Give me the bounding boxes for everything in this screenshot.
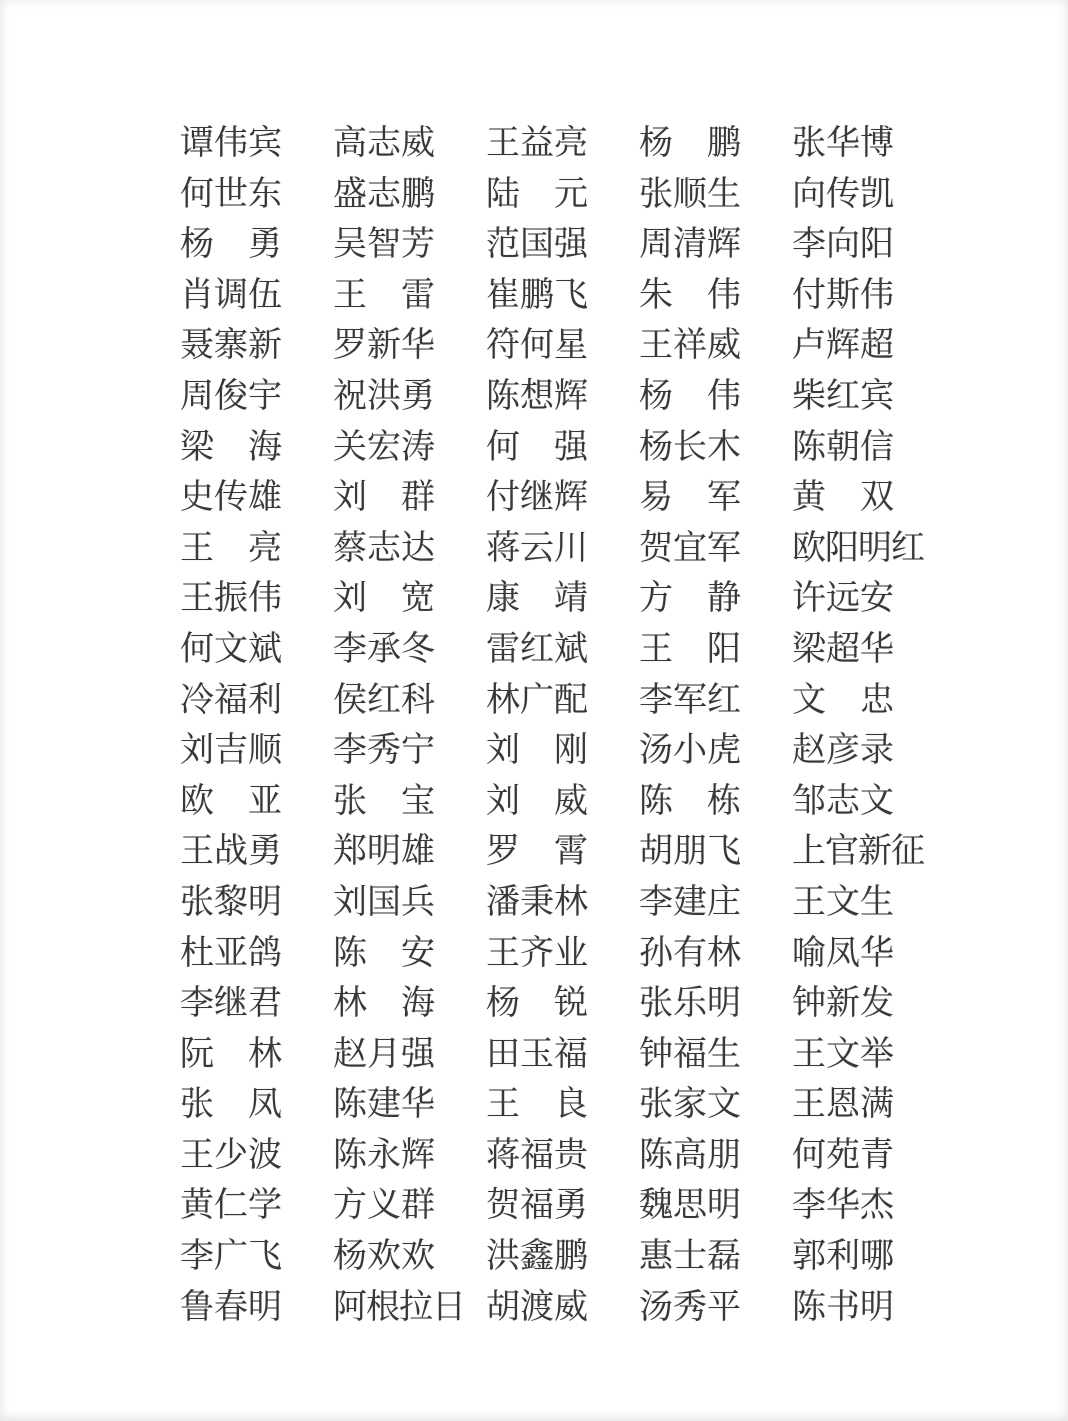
- name-cell: 盛志鹏: [333, 175, 435, 213]
- name-cell: 王益亮: [486, 125, 588, 162]
- name-cell: 林广配: [486, 681, 588, 719]
- name-cell: 李秀宁: [333, 732, 435, 770]
- name-cell: 何苑青: [792, 1136, 894, 1174]
- name-cell: 刘国兵: [333, 883, 435, 921]
- name-cell: 张 宝: [333, 782, 435, 820]
- name-cell: 张乐明: [639, 985, 741, 1023]
- name-cell: 王 亮: [180, 529, 282, 567]
- name-cell: 钟福生: [639, 1035, 741, 1073]
- name-cell: 何 强: [486, 428, 588, 466]
- name-cell: 杨欢欢: [333, 1238, 435, 1276]
- name-cell: 鲁春明: [180, 1288, 282, 1326]
- name-cell: 罗新华: [333, 327, 435, 365]
- name-cell: 关宏涛: [333, 428, 435, 466]
- name-cell: 刘 群: [333, 479, 435, 517]
- name-cell: 钟新发: [792, 985, 894, 1023]
- name-cell: 许远安: [792, 580, 894, 618]
- name-cell: 张黎明: [180, 883, 282, 921]
- name-cell: 付继辉: [486, 479, 588, 517]
- name-cell: 孙有林: [639, 934, 741, 972]
- name-cell: 贺福勇: [486, 1187, 588, 1225]
- name-cell: 李承冬: [333, 630, 435, 668]
- name-cell: 何世东: [180, 175, 282, 213]
- name-cell: 黄 双: [792, 479, 894, 517]
- name-cell: 汤小虎: [639, 732, 741, 770]
- name-cell: 李建庄: [639, 883, 741, 921]
- name-cell: 阿根拉日: [333, 1288, 465, 1326]
- name-cell: 赵彦录: [792, 732, 894, 770]
- name-cell: 张 凤: [180, 1086, 282, 1124]
- name-cell: 惠士磊: [639, 1238, 741, 1276]
- name-cell: 杨 锐: [486, 985, 588, 1023]
- name-cell: 朱 伟: [639, 276, 741, 314]
- name-cell: 肖调伍: [180, 276, 282, 314]
- name-cell: 王战勇: [180, 833, 282, 871]
- name-cell: 陈朝信: [792, 428, 894, 466]
- name-cell: 王恩满: [792, 1086, 894, 1124]
- name-cell: 陈高朋: [639, 1136, 741, 1174]
- name-cell: 林 海: [333, 985, 435, 1023]
- name-cell: 胡渡威: [486, 1288, 588, 1326]
- name-cell: 魏思明: [639, 1187, 741, 1225]
- name-cell: 李向阳: [792, 226, 894, 264]
- name-cell: 王文举: [792, 1035, 894, 1073]
- name-cell: 高志威: [333, 125, 435, 162]
- name-cell: 陈建华: [333, 1086, 435, 1124]
- name-cell: 陈 栋: [639, 782, 741, 820]
- name-cell: 蒋福贵: [486, 1136, 588, 1174]
- name-cell: 杨长木: [639, 428, 741, 466]
- name-cell: 王振伟: [180, 580, 282, 618]
- name-cell: 张顺生: [639, 175, 741, 213]
- name-cell: 付斯伟: [792, 276, 894, 314]
- name-cell: 范国强: [486, 226, 588, 264]
- name-cell: 祝洪勇: [333, 377, 435, 415]
- name-cell: 文 忠: [792, 681, 894, 719]
- name-cell: 刘 刚: [486, 732, 588, 770]
- name-cell: 汤秀平: [639, 1288, 741, 1326]
- name-cell: 杨 伟: [639, 377, 741, 415]
- name-cell: 周俊宇: [180, 377, 282, 415]
- name-cell: 杨 鹏: [639, 125, 741, 162]
- name-cell: 陈永辉: [333, 1136, 435, 1174]
- name-cell: 吴智芳: [333, 226, 435, 264]
- name-cell: 杜亚鸽: [180, 934, 282, 972]
- name-cell: 上官新征: [792, 833, 924, 871]
- name-cell: 周清辉: [639, 226, 741, 264]
- name-cell: 陆 元: [486, 175, 588, 213]
- name-cell: 潘秉林: [486, 883, 588, 921]
- name-cell: 向传凯: [792, 175, 894, 213]
- name-cell: 谭伟宾: [180, 125, 282, 162]
- name-cell: 崔鹏飞: [486, 276, 588, 314]
- name-cell: 郑明雄: [333, 833, 435, 871]
- name-cell: 符何星: [486, 327, 588, 365]
- name-cell: 阮 林: [180, 1035, 282, 1073]
- name-cell: 雷红斌: [486, 630, 588, 668]
- name-cell: 黄仁学: [180, 1187, 282, 1225]
- name-cell: 贺宜军: [639, 529, 741, 567]
- name-cell: 王 良: [486, 1086, 588, 1124]
- name-cell: 蒋云川: [486, 529, 588, 567]
- name-cell: 史传雄: [180, 479, 282, 517]
- name-cell: 易 军: [639, 479, 741, 517]
- name-cell: 梁超华: [792, 630, 894, 668]
- name-cell: 蔡志达: [333, 529, 435, 567]
- name-cell: 刘 威: [486, 782, 588, 820]
- name-cell: 王 雷: [333, 276, 435, 314]
- name-cell: 胡朋飞: [639, 833, 741, 871]
- name-cell: 聂寨新: [180, 327, 282, 365]
- name-cell: 张家文: [639, 1086, 741, 1124]
- name-cell: 康 靖: [486, 580, 588, 618]
- name-cell: 方义群: [333, 1187, 435, 1225]
- name-cell: 王 阳: [639, 630, 741, 668]
- name-cell: 陈想辉: [486, 377, 588, 415]
- name-cell: 郭利哪: [792, 1238, 894, 1276]
- name-cell: 喻凤华: [792, 934, 894, 972]
- name-cell: 陈书明: [792, 1288, 894, 1326]
- name-cell: 张华博: [792, 125, 894, 162]
- name-cell: 王文生: [792, 883, 894, 921]
- name-cell: 梁 海: [180, 428, 282, 466]
- name-cell: 李广飞: [180, 1238, 282, 1276]
- name-cell: 杨 勇: [180, 226, 282, 264]
- name-cell: 侯红科: [333, 681, 435, 719]
- name-cell: 欧阳明红: [792, 529, 924, 567]
- name-cell: 王齐业: [486, 934, 588, 972]
- name-cell: 柴红宾: [792, 377, 894, 415]
- name-cell: 李华杰: [792, 1187, 894, 1225]
- name-cell: 卢辉超: [792, 327, 894, 365]
- name-cell: 赵月强: [333, 1035, 435, 1073]
- name-cell: 何文斌: [180, 630, 282, 668]
- name-cell: 王少波: [180, 1136, 282, 1174]
- name-cell: 刘 宽: [333, 580, 435, 618]
- name-cell: 李继君: [180, 985, 282, 1023]
- name-cell: 田玉福: [486, 1035, 588, 1073]
- name-cell: 方 静: [639, 580, 741, 618]
- name-cell: 洪鑫鹏: [486, 1238, 588, 1276]
- name-cell: 邹志文: [792, 782, 894, 820]
- name-cell: 王祥威: [639, 327, 741, 365]
- name-cell: 冷福利: [180, 681, 282, 719]
- name-cell: 李军红: [639, 681, 741, 719]
- name-cell: 陈 安: [333, 934, 435, 972]
- name-cell: 刘吉顺: [180, 732, 282, 770]
- name-cell: 罗 霄: [486, 833, 588, 871]
- name-cell: 欧 亚: [180, 782, 282, 820]
